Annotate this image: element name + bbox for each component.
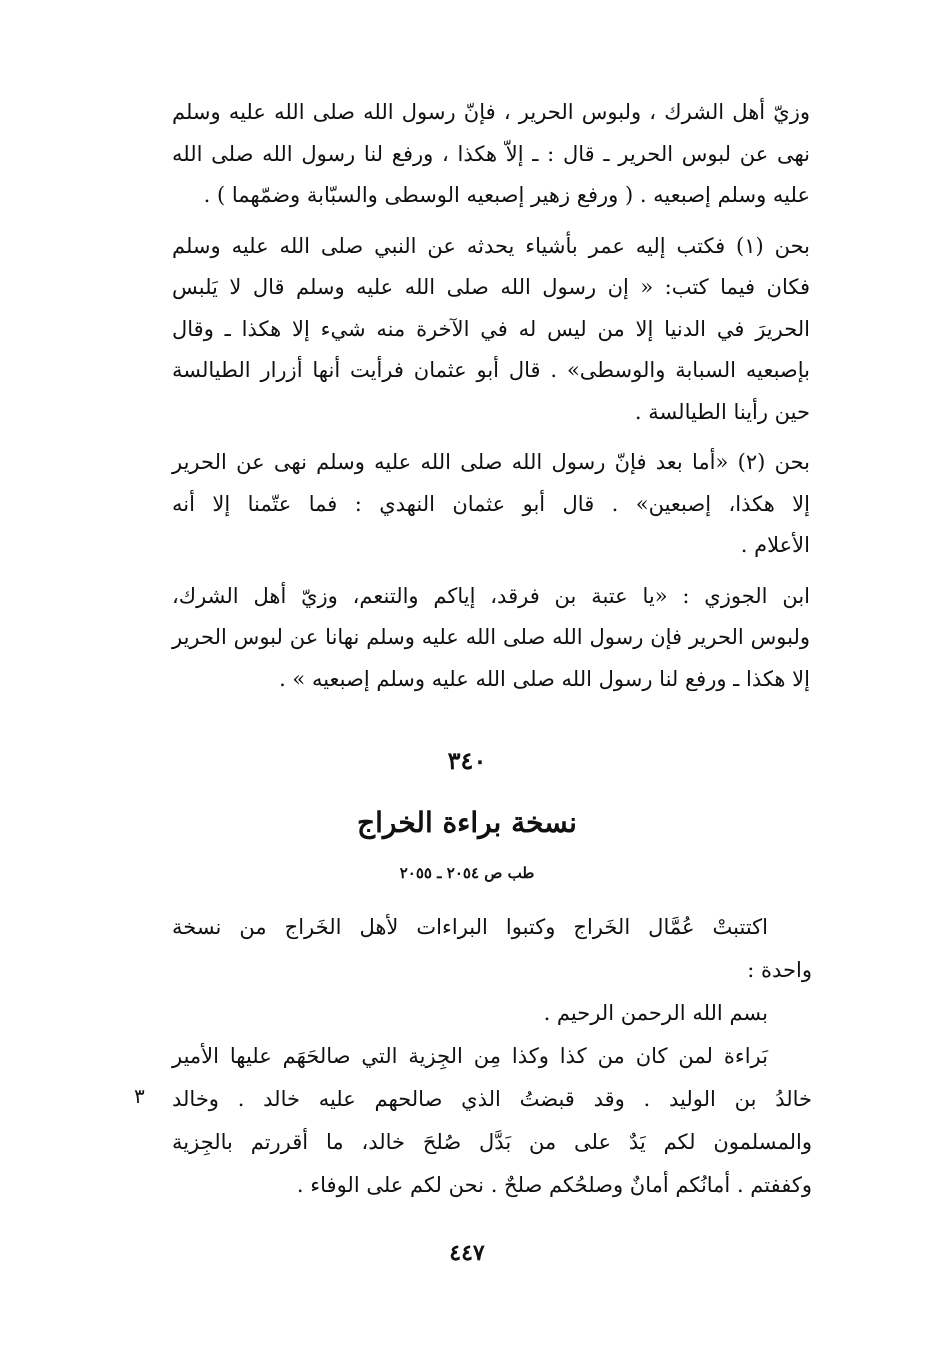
text-line: واحدة : <box>747 958 812 982</box>
text-line: بسم الله الرحمن الرحيم . <box>543 1001 768 1025</box>
paragraph-1 <box>172 92 810 217</box>
text-line: وزيّ أهل الشرك ، ولبوس الحرير ، فإنّ رسول الله صلى الله عليه وسلم <box>172 100 810 124</box>
text-line: حين رأينا الطيالسة . <box>634 399 810 424</box>
text-line: الأعلام . <box>740 533 810 557</box>
page-number: ٤٤٧ <box>449 1240 485 1266</box>
text-line: بحن (١) فكتب إليه عمر بأشياء يحدثه عن النبي صلى الله عليه وسلم <box>172 233 810 258</box>
text-line: والمسلمون لكم يَدٌ على من بَدَّل صُلحَ خالد، ما أقررتم بالجِزية <box>172 1130 812 1154</box>
text-line: بَراءة لمن كان من كذا وكذا مِن الجِزية التي صالحَهَم عليها الأمير <box>172 1044 768 1068</box>
paragraph-6 <box>172 992 812 1035</box>
text-line: ولبوس الحرير فإن رسول الله صلى الله عليه وسلم نهانا عن لبوس الحرير <box>172 625 810 649</box>
paragraph-5 <box>172 906 812 992</box>
margin-line-number: ٣ <box>134 1084 145 1108</box>
entry-title: نسخة براءة الخراج <box>357 806 577 839</box>
entry-reference: طب ص ٢٠٥٤ ـ ٢٠٥٥ <box>399 864 535 882</box>
paragraph-2 <box>172 226 810 434</box>
text-line: بحن (٢) «أما بعد فإنّ رسول الله صلى الله عليه وسلم نهى عن الحرير <box>172 450 810 474</box>
text-line: ابن الجوزي : «يا عتبة بن فرقد، إياكم والتنعم، وزيّ أهل الشرك، <box>172 583 810 608</box>
text-line: وكففتم . أمانُكم أمانٌ وصلحُكم صلحٌ . نحن لكم على الوفاء . <box>296 1173 812 1197</box>
text-line: الحريرَ في الدنيا إلا من ليس له في الآخرة منه شيء إلا هكذا ـ وقال <box>172 316 810 341</box>
top-text-block <box>172 92 810 700</box>
text-line: إلا هكذا ـ ورفع لنا رسول الله صلى الله عليه وسلم إصبعيه » . <box>279 666 810 691</box>
text-line: عليه وسلم إصبعيه . ( ورفع زهير إصبعيه الوسطى والسبّابة وضمّهما ) . <box>203 183 810 207</box>
text-line: بإصبعيه السبابة والوسطى» . قال أبو عثمان فرأيت أنها أزرار الطيالسة <box>172 358 810 382</box>
paragraph-3 <box>172 442 810 567</box>
text-line: خالدُ بن الوليد . وقد قبضتُ الذي صالحهم عليه خالد . وخالد <box>172 1087 812 1111</box>
text-line: نهى عن لبوس الحرير ـ قال : ـ إلاّ هكذا ، ورفع لنا رسول الله صلى الله <box>172 141 810 166</box>
text-line: إلا هكذا، إصبعين» . قال أبو عثمان النهدي : فما عتّمنا إلا أنه <box>172 491 810 516</box>
paragraph-7 <box>172 1035 812 1207</box>
text-line: اكتتبتْ عُمَّال الخَراج وكتبوا البراءات لأهل الخَراج من نسخة <box>172 915 768 939</box>
text-line: فكان فيما كتب: « إن رسول الله صلى الله عليه وسلم قال لا يَلبس <box>172 275 810 299</box>
entry-number: ٣٤٠ <box>447 746 487 775</box>
paragraph-4 <box>172 576 810 701</box>
bottom-text-block <box>172 906 812 1207</box>
